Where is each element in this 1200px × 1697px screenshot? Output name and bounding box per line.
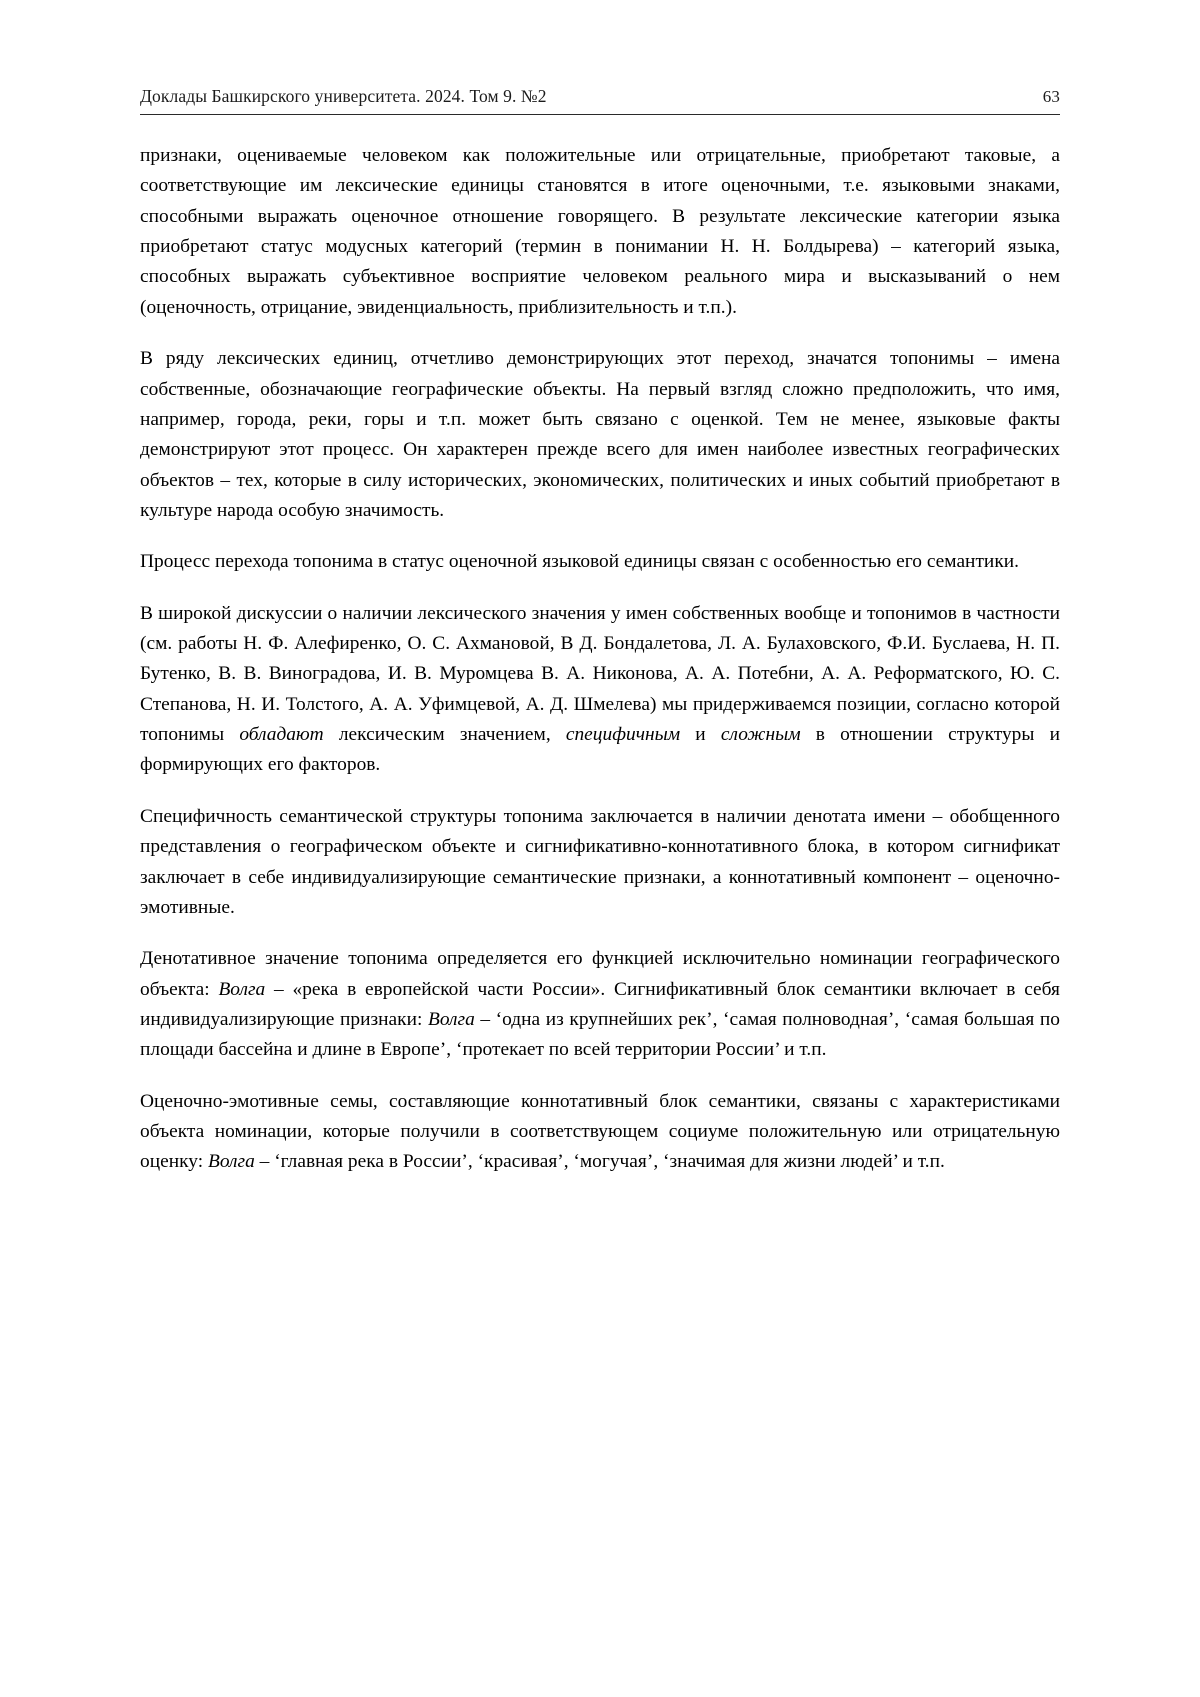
paragraph [140, 1087, 1060, 1178]
paragraph [140, 599, 1060, 781]
emphasis-text: обладают [239, 724, 324, 746]
emphasis-text: Волга [427, 1008, 475, 1030]
running-head [140, 86, 1060, 115]
body-text-run: – ‘одна из крупнейших рек’, ‘самая полноводная’, ‘самая большая по площади бассейна и длине в Европе’, ‘протекает по всей территории России’ и т.п. [140, 1008, 1060, 1061]
body-text-run: Специфичность семантической структуры топонима заключается в наличии денотата имени – обобщенного представления о географическом объекте и сигнификативно-коннотативного блока, в котором сигнификат заключает в себе индивидуализирующие семантические признаки, а коннотативный компонент – оценочно-эмотивные. [140, 805, 1060, 918]
paragraph [140, 944, 1060, 1065]
paragraph [140, 344, 1060, 526]
body-text-run: и [680, 724, 721, 746]
paragraph [140, 802, 1060, 923]
emphasis-text: специфичным [565, 724, 681, 746]
page-number: 63 [1042, 87, 1060, 106]
body-text-run: Денотативное значение топонима определяется его функцией исключительно номинации географического объекта: [140, 948, 1060, 1000]
body-text-run: В ряду лексических единиц, отчетливо демонстрирующих этот переход, значатся топонимы – имена собственные, обозначающие географические объекты. На первый взгляд сложно предположить, что имя, например, города, реки, горы и т.п. может быть связано с оценкой. Тем не менее, языковые факты демонстрируют этот процесс. Он характерен прежде всего для имен наиболее известных географических объектов – тех, которые в силу исторических, экономических, политических и иных событий приобретают в культуре народа особую значимость. [140, 348, 1060, 521]
body-text-run: признаки, оцениваемые человеком как положительные или отрицательные, приобретают таковые, а соответствующие им лексические единицы становятся в итоге оценочными, т.е. языковыми знаками, способными выражать оценочное отношение говорящего. В результате лексические категории языка приобретают статус модусных категорий (термин в понимании Н. Н. Болдырева) – категорий языка, способных выражать субъективное восприятие человеком реального мира и высказываний о нем (оценочность, отрицание, эвиденциальность, приблизительность и т.п.). [140, 145, 1060, 318]
emphasis-text: Волга [207, 1151, 255, 1173]
body-text-run: – «река в европейской части России». Сигнификативный блок семантики включает в себя индивидуализирующие признаки: [140, 978, 1060, 1030]
paragraph [140, 547, 1060, 577]
journal-title: Доклады Башкирского университета. 2024. Том 9. №2 [140, 86, 547, 106]
body-text-run: В широкой дискуссии о наличии лексического значения у имен собственных вообще и топонимов в частности (см. работы Н. Ф. Алефиренко, О. С. Ахмановой, В Д. Бондалетова, Л. А. Булаховского, Ф.И. Буслаева, Н. П. Бутенко, В. В. Виноградова, И. В. Муромцева В. А. Никонова, А. А. Потебни, А. А. Реформатского, Ю. С. Степанова, Н. И. Толстого, А. А. Уфимцевой, А. Д. Шмелева) мы придерживаемся позиции, согласно которой топонимы [140, 602, 1060, 746]
emphasis-text: сложным [720, 724, 801, 746]
body-text-run: – ‘главная река в России’, ‘красивая’, ‘могучая’, ‘значимая для жизни людей’ и т.п. [254, 1151, 945, 1173]
body-text-run: Оценочно-эмотивные семы, составляющие коннотативный блок семантики, связаны с характеристиками объекта номинации, которые получили в соответствующем социуме положительную или отрицательную оценку: [140, 1090, 1060, 1173]
body-text-run: лексическим значением, [323, 724, 566, 746]
article-body [140, 141, 1060, 1178]
paragraph [140, 141, 1060, 323]
body-text-run: в отношении структуры и формирующих его факторов. [140, 724, 1060, 776]
body-text-run: Процесс перехода топонима в статус оценочной языковой единицы связан с особенностью его семантики. [140, 551, 1019, 573]
emphasis-text: Волга [218, 978, 266, 1000]
